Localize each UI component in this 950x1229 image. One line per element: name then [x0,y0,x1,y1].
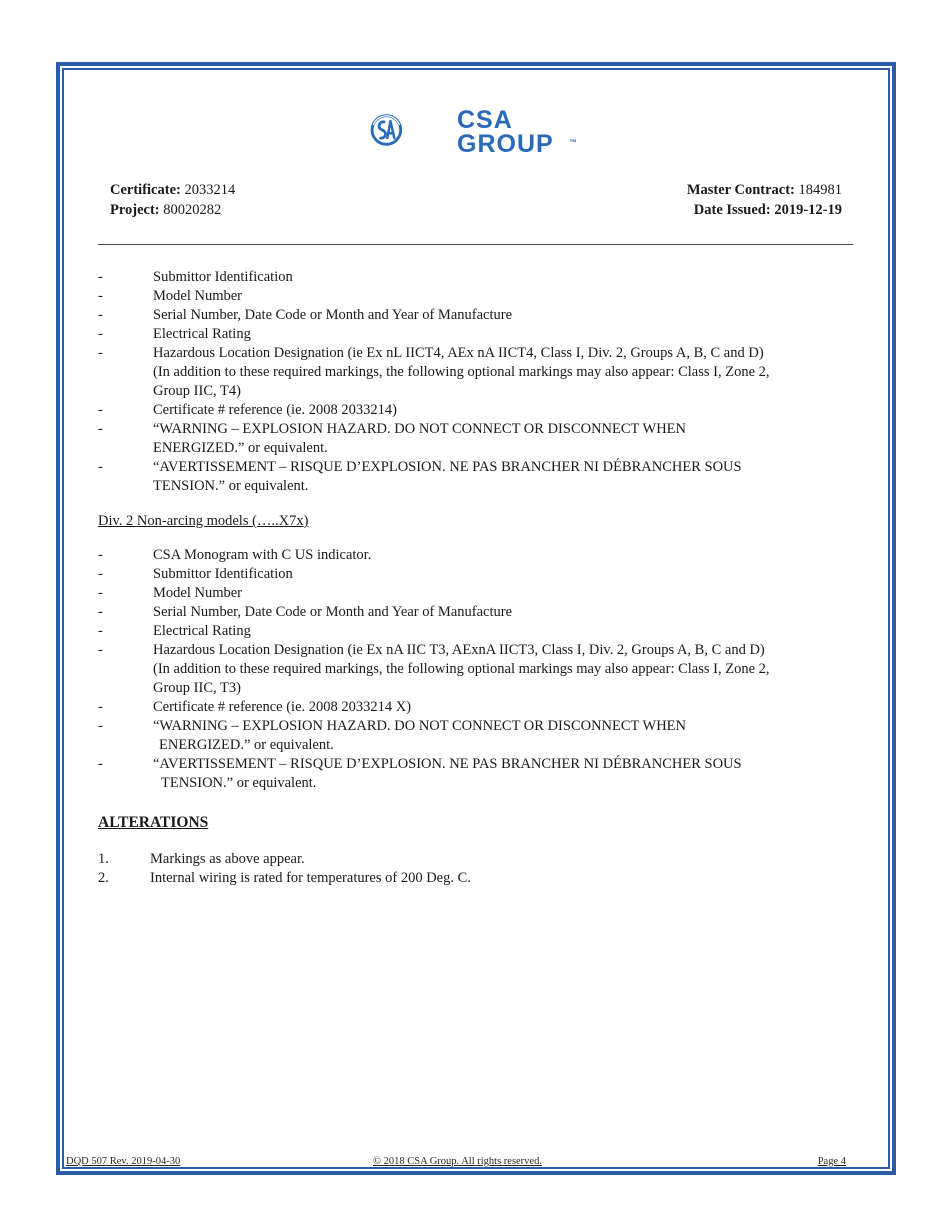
header-right [687,180,842,220]
list-item: - Serial Number, Date Code or Month and Year of Manufacture [98,604,513,620]
project-label: Project: [110,202,160,218]
date-issued-value: 2019-12-19 [774,202,842,218]
footer-page-number: Page 4 [817,1156,846,1167]
contract-number: 184981 [798,182,842,198]
list-item: - Model Number [98,288,242,304]
list-item: - Submittor Identification [98,269,293,285]
section-title-non-arcing: Div. 2 Non-arcing models (…..X7x) [98,513,309,529]
alterations-list [98,850,858,888]
certificate-label: Certificate: [110,182,181,198]
marking-list-2 [98,546,858,793]
list-item: - Hazardous Location Designation (ie Ex nA IIC T3, AExnA IICT3, Class I, Div. 2, Groups A, B, C and D) (In addition to these required markings, the following optional markings may also appear: Class I, Zone 2, Group IIC, T3) [98,642,770,696]
list-item: - Electrical Rating [98,326,251,342]
list-item: - “WARNING – EXPLOSION HAZARD. DO NOT CONNECT OR DISCONNECT WHEN ENERGIZED.” or equivalent. [98,421,687,456]
list-item: - Model Number [98,585,242,601]
list-item: - CSA Monogram with C US indicator. [98,547,372,563]
list-item: - Submittor Identification [98,566,293,582]
list-item: - Hazardous Location Designation (ie Ex nL IICT4, AEx nA IICT4, Class I, Div. 2, Groups A, B, C and D) (In addition to these required markings, the following optional markings may also appear: Class I, Zone 2, Group IIC, T4) [98,345,770,399]
marking-list-1 [98,268,858,496]
header-left [110,180,235,220]
list-item: - “AVERTISSEMENT – RISQUE D’EXPLOSION. NE PAS BRANCHER NI DÉBRANCHER SOUS TENSION.” or equivalent. [98,756,742,791]
alteration-item: 2. Internal wiring is rated for temperatures of 200 Deg. C. [98,870,471,886]
date-issued-label: Date Issued: [693,202,771,218]
footer-copyright: © 2018 CSA Group. All rights reserved. [373,1156,542,1167]
certificate-number: 2033214 [184,182,236,198]
logo-wordmark: CSA GROUP [457,106,554,158]
list-item: - Electrical Rating [98,623,251,639]
project-number: 80020282 [163,202,222,218]
contract-label: Master Contract: [686,182,795,198]
list-item: - Certificate # reference (ie. 2008 2033214) [98,402,397,418]
document-body [98,268,858,888]
header-divider [98,244,853,245]
footer-form-id: DQD 507 Rev. 2019-04-30 [66,1156,181,1167]
list-item: - “WARNING – EXPLOSION HAZARD. DO NOT CONNECT OR DISCONNECT WHEN ENERGIZED.” or equivalent. [98,718,687,753]
trademark-symbol: ™ [569,138,577,147]
csa-group-logo [370,90,460,170]
list-item: - Serial Number, Date Code or Month and Year of Manufacture [98,307,513,323]
alterations-heading: ALTERATIONS [98,814,209,831]
list-item: - “AVERTISSEMENT – RISQUE D’EXPLOSION. NE PAS BRANCHER NI DÉBRANCHER SOUS TENSION.” or equivalent. [98,459,742,494]
alteration-item: 1. Markings as above appear. [98,851,305,867]
list-item: - Certificate # reference (ie. 2008 2033214 X) [98,699,412,715]
